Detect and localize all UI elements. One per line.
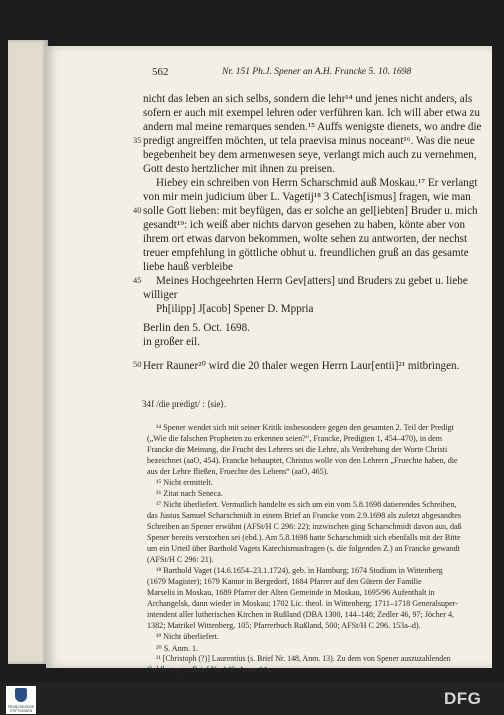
page-number: 562	[152, 66, 169, 78]
footnote-line: aus der Lehre fließen, Fruechte des Lebens“ (aaO, 465).	[147, 467, 329, 476]
date-line: Berlin den 5. Oct. 1698.	[143, 322, 250, 334]
footnote-line: Francke die Meinung, die Frucht des Lehrers sei die Lehre, als Verdrehung der Worte Christi	[147, 445, 448, 454]
footnote-line: (AFSt/H C 296: 21).	[147, 555, 214, 564]
line-number: 40	[133, 206, 142, 215]
text-line: nicht das leben an sich selbs, sondern die lehr¹⁴ und jenes nicht anders, als	[143, 93, 473, 105]
footnote-line: ¹⁶ Zitat nach Seneca.	[156, 489, 223, 498]
book-page	[46, 46, 492, 674]
text-line: von mir mein judicium über L. Vagetij¹⁸ 3 Catech[ismus] fragen, wie man	[143, 191, 471, 203]
line-number: 50	[133, 360, 142, 369]
footnote-line: (1679 Magister); 1679 Kantor in Bergedorf, 1684 Pfarrer auf den Gütern der Familie	[147, 577, 422, 586]
logo-text: FRANCKESCHE STIFTUNGEN	[7, 705, 35, 713]
text-line: liebe hauß verbleibe	[143, 261, 233, 273]
text-line: in großer eil.	[143, 336, 200, 348]
line-number: 45	[133, 276, 142, 285]
footnote-line: Archangelsk, dann wieder in Moskau; 1702 Lic. theol. in Wittenberg; 1711–1718 Generalsuper-	[147, 599, 458, 608]
postscript-line: Herr Rauner²⁰ wird die 20 thaler wegen Herrn Laur[entii]²¹ mitbringen.	[143, 360, 460, 372]
text-line: Meines Hochgeehrten Herrn Gev[atters] und Bruders zu gebet u. liebe	[156, 275, 468, 287]
footnote-line: ¹⁷ Nicht überliefert. Vermutlich handelte es sich um ein vom 5.8.1698 datierendes Schreiben,	[156, 500, 457, 509]
emblem-icon	[15, 688, 27, 702]
text-line: sofern er auch mit exempel lehren oder verführen kan. Ich will aber etwa zu	[143, 107, 480, 119]
footnote-line: 1382; Matrikel Wittenberg, 105; Pfarrerbuch Rußland, 500; AFSt/H C 296. 153a–d).	[147, 621, 421, 630]
text-line: treuer empfehlung in göttliche obhut u. freundlichen gruß an das gesamte	[143, 247, 469, 259]
dfg-logo: DFG	[444, 689, 482, 708]
text-line: Hiebey ein schreiben von Herrn Scharschmid auß Moskau.¹⁷ Er verlangt	[156, 177, 478, 189]
line-number: 35	[133, 136, 142, 145]
text-line: Gott desto hertzlicher mit ihnen zu preisen.	[143, 163, 335, 175]
text-line: predigt angreiffen möchten, ut tela praevisa minus noceant¹⁶. Was die neue	[143, 135, 475, 147]
franckesche-stiftungen-logo	[6, 686, 36, 714]
footnote-line: ¹⁵ Nicht ermittelt.	[156, 478, 213, 487]
page-edges	[8, 40, 48, 664]
critical-apparatus: 34f /die predigt/ : ⟨sie⟩.	[142, 399, 227, 409]
footnote-line: um ein Urteil über Barthold Vagets Katechismusfragen (s. die folgenden Z.) an Francke gewandt	[147, 544, 460, 553]
text-line: williger	[143, 289, 178, 301]
footnote-line: ²¹ [Christoph (?)] Laurentius (s. Brief Nr. 148, Anm. 13). Zu dem von Spener auszuzahlenden	[156, 654, 451, 663]
footnote-line: das Justus Samuel Scharschmidt in einem Brief an Francke vom 2.9.1698 als zuletzt abgesandtes	[147, 511, 462, 520]
footnote-line: Marselis in Moskau, 1689 Pfarrer der Alten Gemeinde in Moskau, 1695/96 Aufenthalt in	[147, 588, 435, 597]
text-line: begebenheit bey dem armenwesen seye, verlangt mich auch zu vernehmen,	[143, 149, 477, 161]
footnote-line: ¹⁹ Nicht überliefert.	[156, 632, 220, 641]
footnote-line: („Wie die falschen Propheten zu erkennen seien?“, Francke, Predigten 1, 454–470), in dem	[147, 434, 442, 443]
signature-line: Ph[ilipp] J[acob] Spener D. Mppria	[156, 303, 314, 315]
footnote-line: Spener bereits verstorben sei (ebd.). Am 5.8.1698 hatte Scharschmidt sich ebenfalls mit der Bitte	[147, 533, 461, 542]
text-line: solle Gott lieben: mit beyfügen, das er solche an gel[iebten] Bruder u. mich	[143, 205, 478, 217]
viewer-footer	[0, 682, 504, 715]
text-line: ihrem ort etwas darvon bekommen, wolte sehen zu antworten, der nechst	[143, 233, 468, 245]
footnote-line: intendent aller lutherischen Kirchen in Rußland (DBA 1300, 144–148; Zedler 46, 97; Jöcher 4,	[147, 610, 455, 619]
footnote-line: Schreiben an Spener erwähnt (AFSt/H C 296: 22); inzwischen ging Scharschmidt davon aus, daß	[147, 522, 462, 531]
running-title: Nr. 151 Ph.J. Spener an A.H. Francke 5. 10. 1698	[222, 67, 412, 77]
footnote-line: ¹⁴ Spener wendet sich mit seiner Kritik insbesondere gegen den gesamten 2. Teil der Predigt	[156, 423, 454, 432]
text-line: andern mal meine remarques senden.¹⁵ Auffs wenigste dienets, wo andre die	[143, 121, 482, 133]
text-line: gesandt¹⁹: ich weiß aber nichts darvon gesehen zu haben, könte aber von	[143, 219, 466, 231]
footnote-line: Geldbetrag s. Brief Nr. 148, Anm. 14.	[147, 665, 270, 674]
footnote-line: ¹⁸ Barthold Vaget (14.6.1654–23.1.1724), geb. in Hamburg; 1674 Studium in Wittenberg	[156, 566, 443, 575]
footnote-line: ²⁰ S. Anm. 1.	[156, 644, 199, 653]
footnote-line: bezeichnet (aaO, 454). Francke behauptet, Christus wolle von den Lehrern „Fruechte haben, die	[147, 456, 458, 465]
